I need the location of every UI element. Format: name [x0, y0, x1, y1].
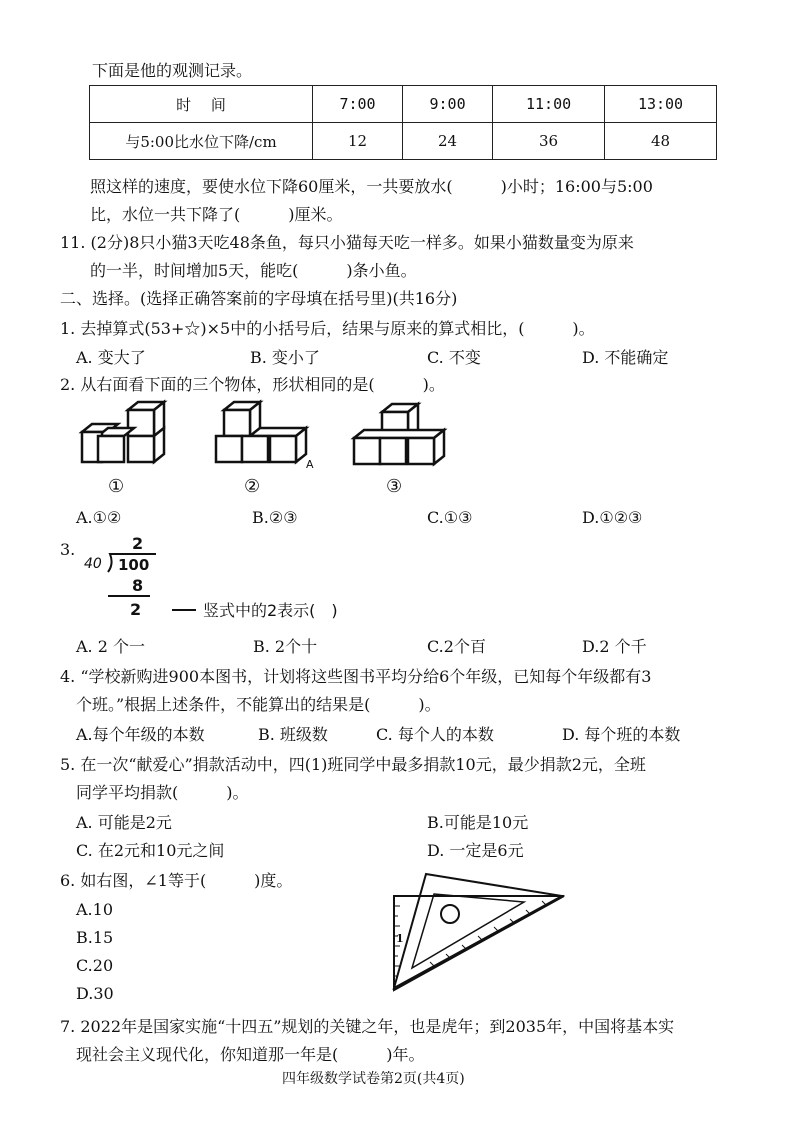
q5-option-a: A. 可能是2元: [76, 813, 172, 832]
q6-option-c: C.20: [76, 956, 114, 975]
q11-line2: 的一半，时间增加5天，能吃( )条小鱼。: [90, 261, 417, 280]
intro-text: 下面是他的观测记录。: [92, 61, 253, 80]
q1-option-b: B. 变小了: [250, 348, 320, 367]
set-square-figure: [386, 866, 570, 994]
figure-label-1: ①: [108, 476, 125, 497]
q4-option-a: A.每个年级的本数: [76, 725, 205, 744]
q6-option-d: D.30: [76, 984, 114, 1003]
figure-label-3: ③: [386, 476, 403, 497]
q4-option-d: D. 每个班的本数: [562, 725, 681, 744]
long-division: [84, 534, 174, 624]
q6-option-b: B.15: [76, 928, 114, 947]
division-quotient: 2: [132, 534, 144, 553]
q6-option-a: A.10: [76, 900, 113, 919]
q4-option-c: C. 每个人的本数: [376, 725, 494, 744]
table-header-drop: 与5:00比水位下降/cm: [90, 123, 313, 160]
table-drop-cell: 36: [493, 123, 605, 160]
direction-mark: A: [306, 458, 314, 471]
table-time-cell: 9:00: [403, 86, 493, 123]
division-bracket: [84, 534, 174, 624]
table-header-time: 时 间: [90, 86, 313, 123]
page-footer: 四年级数学试卷第2页(共4页): [282, 1071, 465, 1087]
q3-stem: 竖式中的2表示( ): [203, 601, 338, 620]
table-drop-cell: 48: [605, 123, 717, 160]
q2-option-d: D.①②③: [582, 508, 643, 527]
q3-number: 3.: [60, 540, 76, 559]
q5-option-d: D. 一定是6元: [427, 841, 524, 860]
table-time-cell: 7:00: [313, 86, 403, 123]
q3-option-d: D.2 个千: [582, 637, 647, 656]
q5-option-b: B.可能是10元: [427, 813, 529, 832]
q7-line1: 7. 2022年是国家实施“十四五”规划的关键之年，也是虎年；到2035年，中国将基本实: [60, 1017, 675, 1036]
table-drop-cell: 12: [313, 123, 403, 160]
q3-option-a: A. 2 个一: [76, 637, 145, 656]
table-time-cell: 11:00: [493, 86, 605, 123]
q5-option-c: C. 在2元和10元之间: [76, 841, 225, 860]
q2-option-a: A.①②: [76, 508, 122, 527]
q4-line1: 4. “学校新购进900本图书，计划将这些图书平均分给6个年级，已知每个年级都有3: [60, 667, 652, 686]
cube-figure-3: [352, 404, 444, 470]
section-heading: 二、选择。(选择正确答案前的字母填在括号里)(共16分): [60, 289, 458, 308]
q4-option-b: B. 班级数: [258, 725, 328, 744]
table-drop-cell: 24: [403, 123, 493, 160]
q2-stem: 2. 从右面看下面的三个物体，形状相同的是( )。: [60, 375, 445, 394]
division-remainder: 2: [130, 600, 142, 619]
table-time-cell: 13:00: [605, 86, 717, 123]
figure-label-2: ②: [244, 476, 261, 497]
cube-figure-1: [76, 400, 166, 470]
angle-label: 1: [396, 932, 404, 945]
pointer-line: [172, 608, 198, 612]
q1-option-c: C. 不变: [427, 348, 481, 367]
q1-option-d: D. 不能确定: [582, 348, 669, 367]
q6-stem: 6. 如右图，∠1等于( )度。: [60, 871, 293, 890]
q10-line1: 照这样的速度，要使水位下降60厘米，一共要放水( )小时；16:00与5:00: [90, 177, 653, 196]
observation-table: [89, 85, 717, 160]
q2-option-b: B.②③: [252, 508, 298, 527]
q5-line2: 同学平均捐款( )。: [76, 783, 249, 802]
q2-option-c: C.①③: [427, 508, 473, 527]
q4-line2: 个班。”根据上述条件，不能算出的结果是( )。: [76, 695, 441, 714]
division-dividend: 100: [118, 556, 150, 574]
q1-stem: 1. 去掉算式(53+☆)×5中的小括号后，结果与原来的算式相比，( )。: [60, 319, 595, 338]
q5-line1: 5. 在一次“献爱心”捐款活动中，四(1)班同学中最多捐款10元，最少捐款2元，全班: [60, 755, 646, 774]
q1-option-a: A. 变大了: [76, 348, 146, 367]
q3-option-c: C.2个百: [427, 637, 486, 656]
q7-line2: 现社会主义现代化，你知道那一年是( )年。: [76, 1045, 425, 1064]
q11-line1: 11. (2分)8只小猫3天吃48条鱼，每只小猫每天吃一样多。如果小猫数量变为原来: [60, 233, 634, 252]
division-product: 8: [132, 576, 144, 595]
q10-line2: 比，水位一共下降了( )厘米。: [90, 205, 343, 224]
cube-figure-2: [214, 400, 306, 470]
q3-option-b: B. 2个十: [253, 637, 318, 656]
division-divisor: 40: [84, 556, 102, 572]
